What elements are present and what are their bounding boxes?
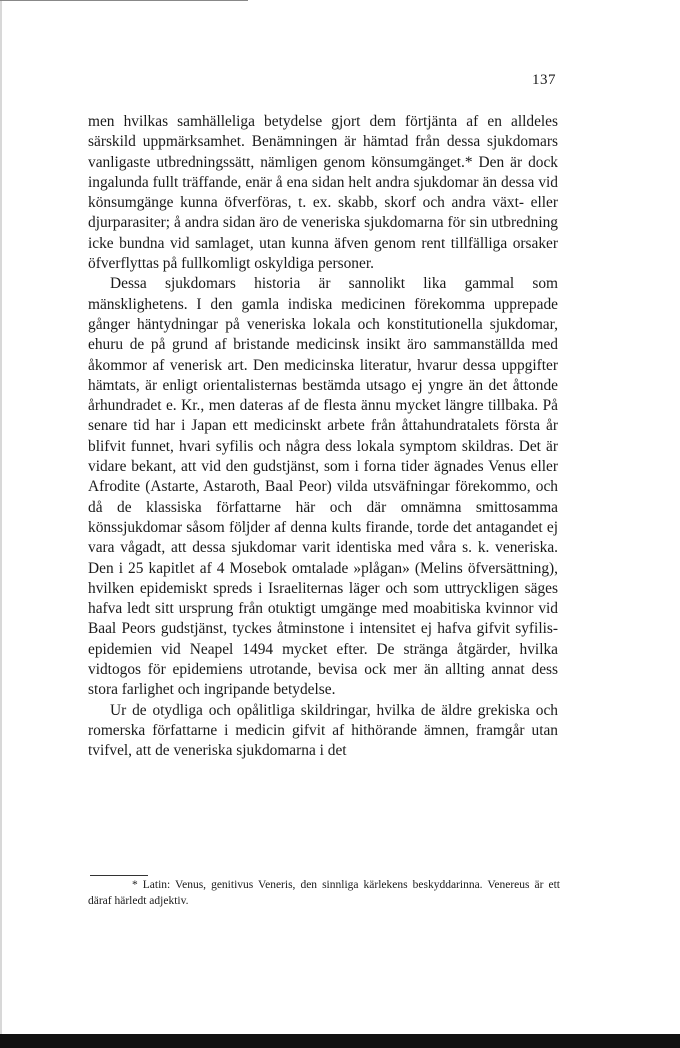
footnote-text: * Latin: Venus, genitivus Veneris, den sinnliga kärlekens beskyddarinna. Venereus är ett däraf härledt adjektiv. [88, 879, 560, 907]
paragraph-3: Ur de otydliga och opålitliga skildringar, hvilka de äldre grekiska och romerska författarne i medicin gifvit af hithörande ämnen, framgår utan tvifvel, att de veneriska sjukdomarna i det [88, 701, 558, 760]
body-text [88, 112, 558, 762]
footnote-rule [90, 875, 148, 876]
page-number: 137 [532, 72, 556, 88]
paragraph-2: Dessa sjukdomars historia är sannolikt lika gammal som mänsklighetens. I den gamla indiska medicinen förekomma upprepade gånger häntydningar på veneriska lokala och konstitutionella sjukdomar, ehuru de på grund af bristande medicinsk insikt äro sammanställda med åkommor af venerisk art. Den medicinska literatur, hvarur dessa uppgifter hämtats, är enligt orientalisternas bestämda utsago ej yngre än det åttonde århundradet e. Kr., men dateras af de flesta ännu mycket längre tillbaka. På senare tid har i Japan ett medicinskt arbete från åttahundratalets första år blifvit funnet, hvari syfilis och några dess lokala symptom skildras. Det är vidare bekant, att vid den gudstjänst, som i forna tider ägnades Venus eller Afrodite (Astarte, Astaroth, Baal Peor) vilda utsväfningar förekommo, och då de klassiska författarne här och där omnämna smittosamma könssjukdomar såsom följder af denna kults firande, torde det antagandet ej vara vågadt, att dessa sjukdomar varit identiska med våra s. k. veneriska. Den i 25 kapitlet af 4 Mosebok omtalade »plågan» (Melins öfversättning), hvilken epidemiskt spreds i Israeliternas läger och som uttryckligen säges hafva ledt sitt ursprung från otuktigt umgänge med moabitiska kvinnor vid Baal Peors gudstjänst, tyckes åtminstone i intensitet ej hafva gifvit syfilis-epidemien vid Neapel 1494 mycket efter. De stränga åtgärder, hvilka vidtogos för epidemiens utrotande, bevisa ock mer än allting annat dess stora farlighet och ingripande betydelse. [88, 275, 558, 699]
scan-bottom-border [0, 1034, 680, 1048]
top-rule [0, 0, 248, 1]
footnote [88, 877, 560, 909]
page-edge [0, 0, 2, 1034]
paragraph-1: men hvilkas samhälleliga betydelse gjort dem förtjänta af en alldeles särskild uppmärksamhet. Benämningen är hämtad från dessa sjukdomars vanligaste utbredningssätt, nämligen genom könsumgänget.* Den är dock ingalunda fullt träffande, enär å ena sidan helt andra sjukdomar än dessa vid könsumgänge kunna öfverföras, t. ex. skabb, skorf och andra växt- eller djurparasiter; å andra sidan äro de veneriska sjukdomarna för sin utbredning icke bundna vid samlaget, utan kunna äfven genom rent tillfälliga orsaker öfverflyttas på fullkomligt oskyldiga personer. [88, 113, 558, 273]
